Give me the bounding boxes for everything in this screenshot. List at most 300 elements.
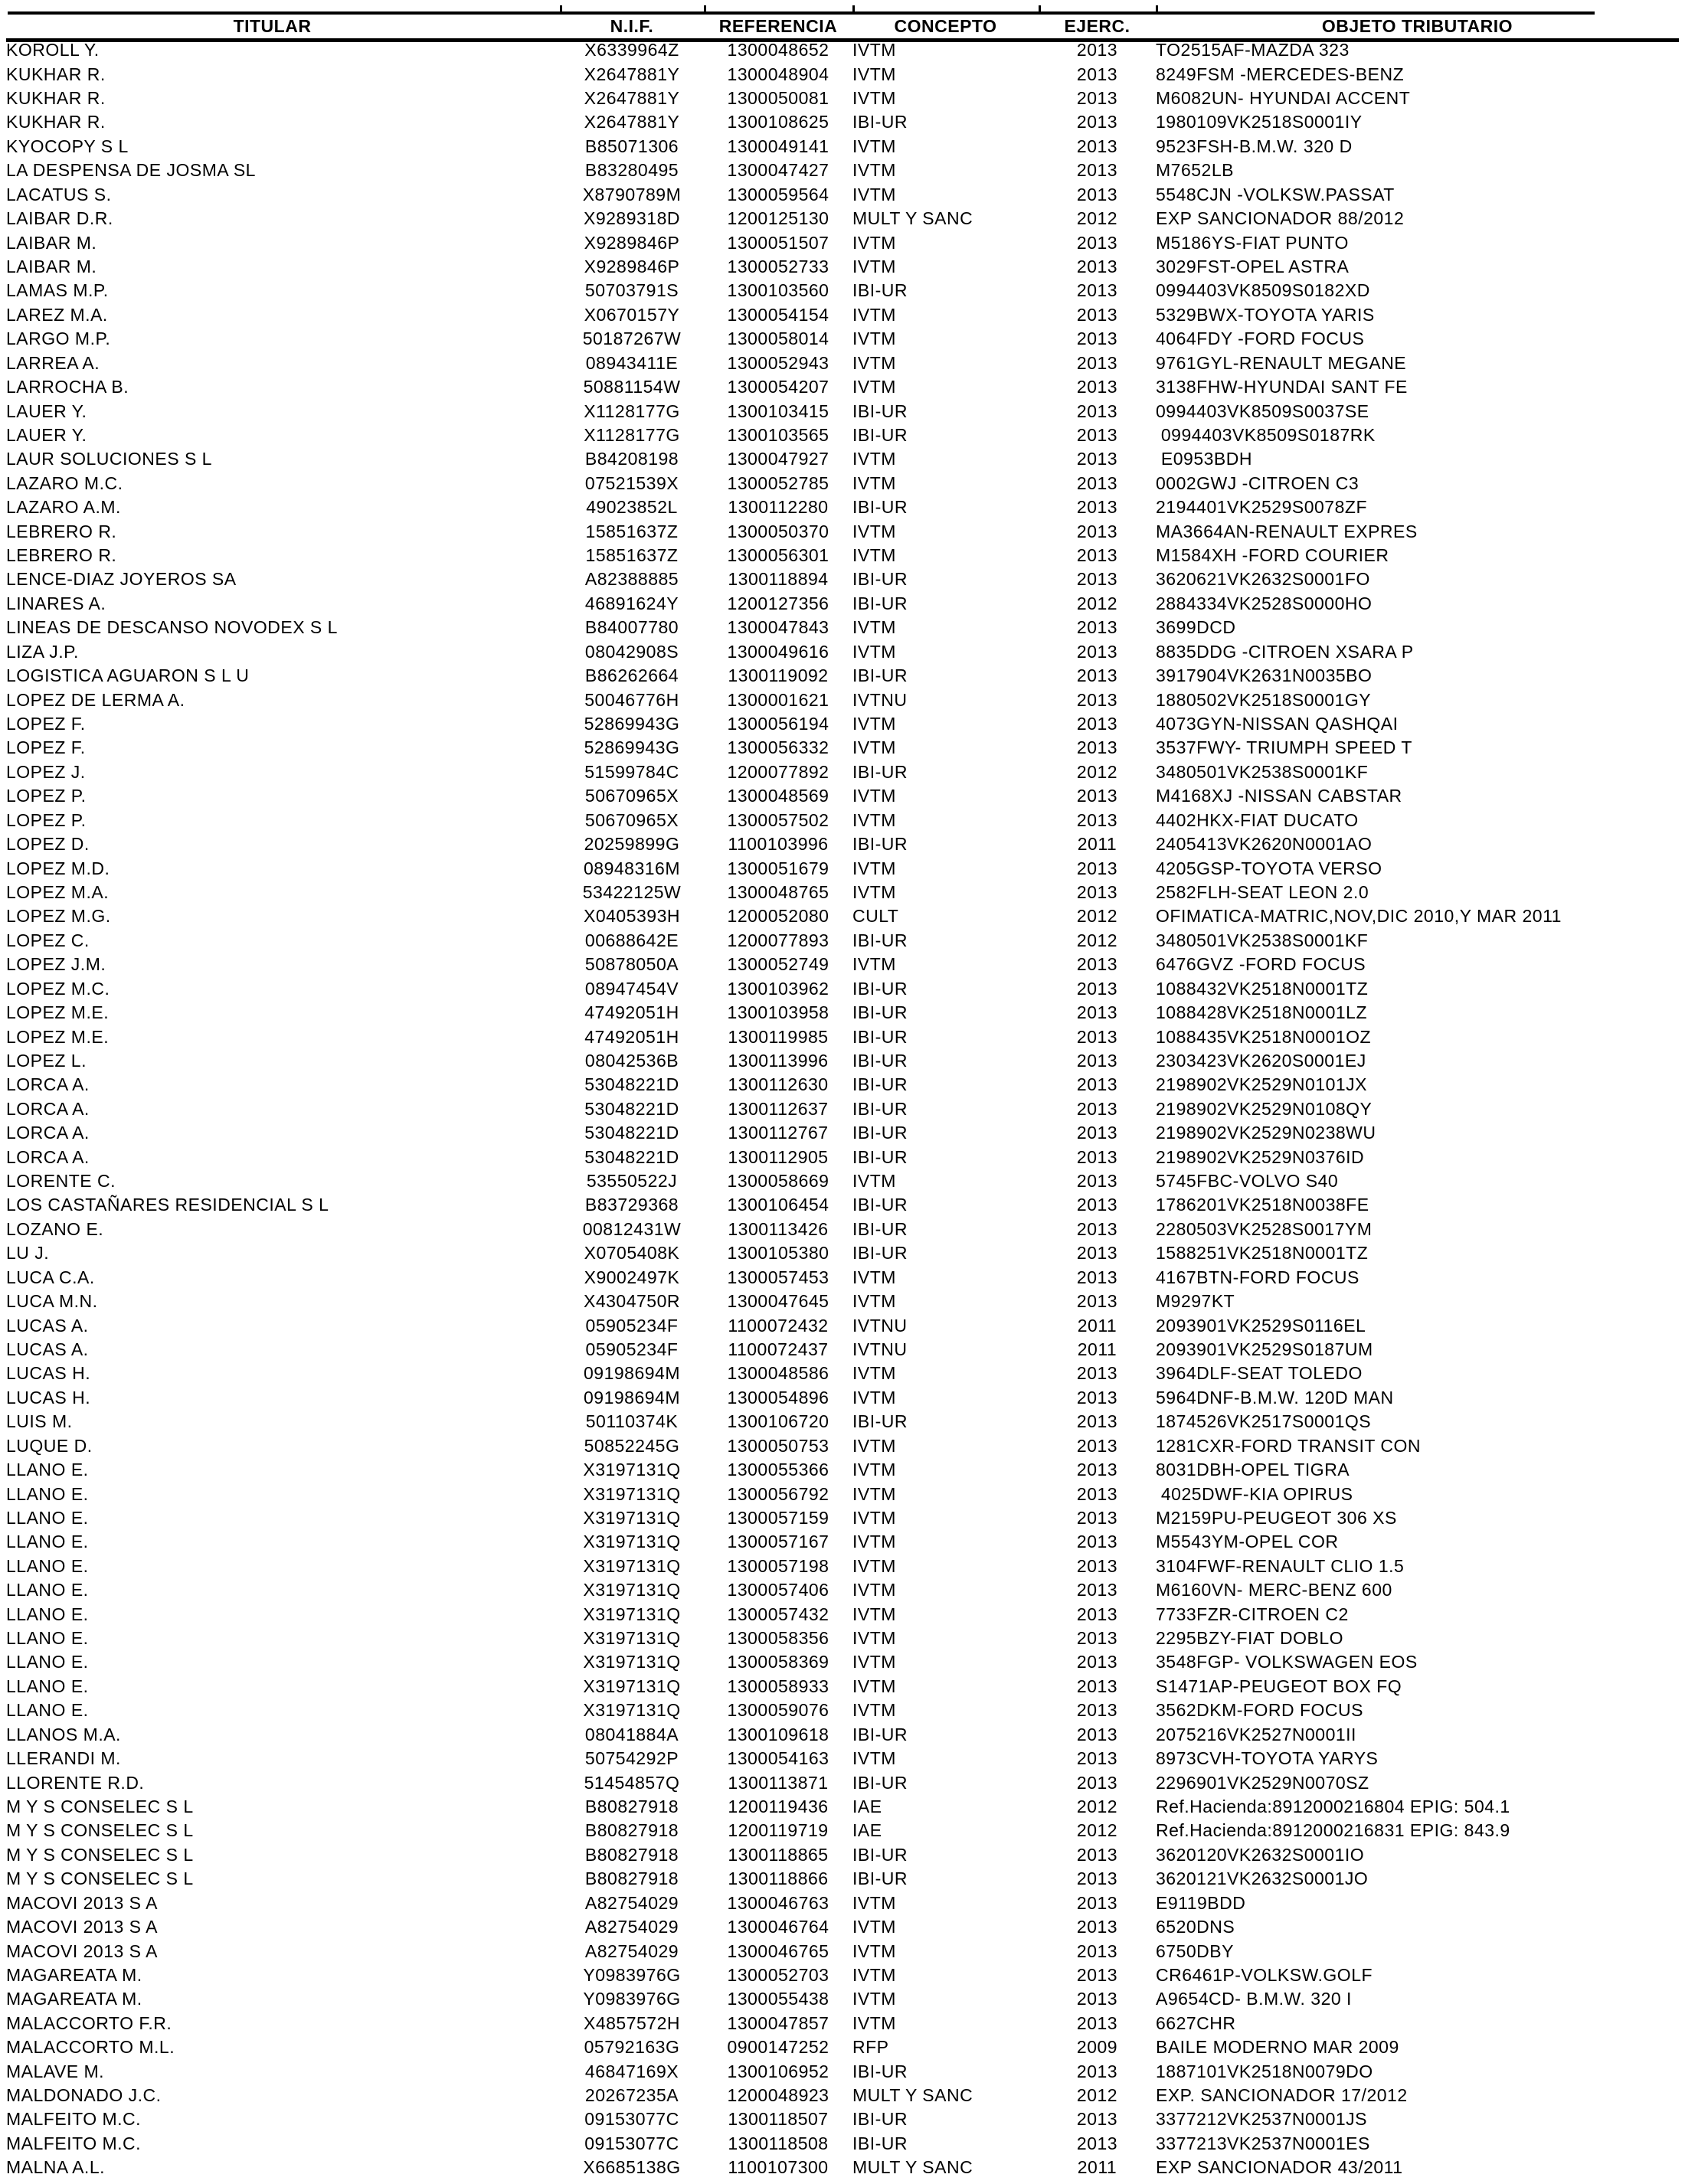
cell-objeto: Ref.Hacienda:8912000216804 EPIG: 504.1 bbox=[1156, 1797, 1510, 1816]
cell-objeto: 4064FDY -FORD FOCUS bbox=[1156, 329, 1365, 349]
table-row bbox=[6, 230, 1679, 254]
cell-titular: LOPEZ P. bbox=[6, 786, 87, 806]
cell-titular: LA DESPENSA DE JOSMA SL bbox=[6, 160, 256, 181]
table-row bbox=[6, 183, 1679, 207]
cell-referencia: 1300118866 bbox=[728, 1868, 829, 1889]
table-row bbox=[6, 904, 1679, 928]
cell-nif: X2647881Y bbox=[584, 88, 680, 109]
cell-ejerc: 2013 bbox=[1076, 1243, 1118, 1264]
table-row bbox=[6, 1169, 1679, 1193]
cell-concepto: IBI-UR bbox=[852, 1411, 908, 1432]
cell-objeto: 3480501VK2538S0001KF bbox=[1156, 930, 1369, 950]
cell-nif: X3197131Q bbox=[583, 1604, 681, 1624]
cell-nif: 09198694M bbox=[584, 1363, 680, 1384]
cell-concepto: IVTM bbox=[852, 1435, 896, 1456]
cell-referencia: 1300056792 bbox=[727, 1483, 829, 1504]
cell-nif: 53550522J bbox=[586, 1171, 678, 1192]
cell-objeto: 3917904VK2631N0035BO bbox=[1156, 665, 1373, 686]
cell-nif: B80827918 bbox=[584, 1797, 679, 1816]
column-header-objeto: OBJETO TRIBUTARIO bbox=[1321, 16, 1513, 36]
cell-nif: 50878050A bbox=[584, 954, 679, 975]
cell-referencia: 1200048923 bbox=[727, 2085, 829, 2106]
cell-concepto: IVTM bbox=[852, 1267, 896, 1287]
cell-objeto: 6627CHR bbox=[1156, 2012, 1236, 2033]
cell-nif: 08948316M bbox=[584, 858, 680, 878]
cell-referencia: 1300108625 bbox=[727, 112, 829, 132]
cell-referencia: 1300112280 bbox=[728, 497, 829, 518]
table-row bbox=[6, 1482, 1679, 1506]
table-row bbox=[6, 279, 1679, 302]
table-row bbox=[6, 1386, 1679, 1410]
cell-titular: LLANO E. bbox=[6, 1604, 89, 1624]
cell-referencia: 1300047857 bbox=[727, 2012, 829, 2033]
cell-objeto: 2093901VK2529S0187UM bbox=[1156, 1339, 1373, 1359]
cell-referencia: 1200119719 bbox=[728, 1820, 829, 1841]
cell-objeto: 3377213VK2537N0001ES bbox=[1156, 2133, 1370, 2153]
cell-concepto: MULT Y SANC bbox=[852, 2157, 973, 2178]
cell-concepto: IAE bbox=[852, 1797, 882, 1816]
cell-concepto: IVTM bbox=[852, 1892, 896, 1913]
cell-objeto: 8031DBH-OPEL TIGRA bbox=[1156, 1460, 1350, 1480]
cell-titular: LUCAS A. bbox=[6, 1339, 89, 1359]
cell-titular: LUQUE D. bbox=[6, 1435, 93, 1456]
column-boundary-tick bbox=[1039, 5, 1041, 15]
table-row bbox=[6, 1795, 1679, 1819]
cell-ejerc: 2013 bbox=[1076, 1146, 1118, 1167]
cell-ejerc: 2013 bbox=[1076, 1724, 1118, 1744]
cell-concepto: IVTM bbox=[852, 472, 896, 493]
cell-ejerc: 2013 bbox=[1076, 232, 1118, 253]
cell-nif: 20259899G bbox=[584, 834, 680, 855]
cell-referencia: 1300051679 bbox=[727, 858, 829, 878]
cell-ejerc: 2013 bbox=[1076, 1772, 1118, 1793]
table-row bbox=[6, 760, 1679, 784]
table-row bbox=[6, 375, 1679, 399]
cell-titular: LLANO E. bbox=[6, 1483, 89, 1504]
table-row bbox=[6, 929, 1679, 953]
cell-objeto: 2198902VK2529N0101JX bbox=[1156, 1074, 1368, 1095]
cell-concepto: IBI-UR bbox=[852, 1074, 908, 1095]
cell-titular: LOPEZ P. bbox=[6, 809, 87, 830]
table-row bbox=[6, 1025, 1679, 1048]
cell-objeto: 2198902VK2529N0238WU bbox=[1156, 1123, 1376, 1143]
cell-objeto: 2405413VK2620N0001AO bbox=[1156, 834, 1373, 855]
cell-titular: MALNA A.L. bbox=[6, 2157, 106, 2178]
cell-concepto: IVTM bbox=[852, 232, 896, 253]
column-header-nif: N.I.F. bbox=[610, 16, 654, 36]
cell-ejerc: 2013 bbox=[1076, 978, 1118, 999]
cell-ejerc: 2013 bbox=[1076, 40, 1118, 60]
table-row bbox=[6, 1338, 1679, 1362]
table-row bbox=[6, 1578, 1679, 1602]
table-row bbox=[6, 327, 1679, 351]
cell-concepto: IVTNU bbox=[852, 1339, 908, 1359]
cell-ejerc: 2013 bbox=[1076, 1892, 1118, 1913]
cell-ejerc: 2013 bbox=[1076, 714, 1118, 734]
table-row bbox=[6, 1290, 1679, 1313]
cell-nif: B80827918 bbox=[584, 1844, 679, 1865]
cell-objeto: 6750DBY bbox=[1156, 1940, 1234, 1961]
cell-concepto: IVTM bbox=[852, 1363, 896, 1384]
cell-nif: 15851637Z bbox=[585, 521, 679, 541]
cell-ejerc: 2013 bbox=[1076, 1074, 1118, 1095]
cell-referencia: 1300052943 bbox=[727, 352, 829, 373]
cell-concepto: IVTM bbox=[852, 257, 896, 276]
cell-objeto: M6082UN- HYUNDAI ACCENT bbox=[1156, 88, 1411, 109]
cell-concepto: IVTM bbox=[852, 521, 896, 541]
cell-concepto: IBI-UR bbox=[852, 593, 908, 613]
table-row bbox=[6, 1313, 1679, 1337]
cell-concepto: IVTM bbox=[852, 1604, 896, 1624]
cell-objeto: OFIMATICA-MATRIC,NOV,DIC 2010,Y MAR 2011 bbox=[1156, 906, 1562, 927]
cell-concepto: IVTM bbox=[852, 809, 896, 830]
cell-referencia: 1300103560 bbox=[727, 280, 829, 301]
cell-objeto: 1786201VK2518N0038FE bbox=[1156, 1195, 1369, 1215]
cell-concepto: IBI-UR bbox=[852, 761, 908, 782]
cell-concepto: IBI-UR bbox=[852, 280, 908, 301]
cell-nif: X9289318D bbox=[584, 208, 680, 229]
table-row bbox=[6, 640, 1679, 664]
table-row bbox=[6, 784, 1679, 808]
cell-referencia: 1300047927 bbox=[727, 449, 829, 469]
cell-ejerc: 2013 bbox=[1076, 377, 1118, 397]
cell-nif: 53048221D bbox=[584, 1146, 679, 1167]
table-row bbox=[6, 976, 1679, 1000]
cell-ejerc: 2013 bbox=[1076, 1964, 1118, 1985]
cell-concepto: IVTM bbox=[852, 858, 896, 878]
cell-objeto: 2198902VK2529N0376ID bbox=[1156, 1146, 1365, 1167]
table-row bbox=[6, 712, 1679, 736]
cell-ejerc: 2013 bbox=[1076, 1195, 1118, 1215]
cell-ejerc: 2013 bbox=[1076, 184, 1118, 204]
cell-objeto: 3104FWF-RENAULT CLIO 1.5 bbox=[1156, 1555, 1405, 1576]
cell-ejerc: 2013 bbox=[1076, 1917, 1118, 1937]
cell-ejerc: 2013 bbox=[1076, 401, 1118, 421]
cell-objeto: 5329BWX-TOYOTA YARIS bbox=[1156, 304, 1375, 325]
cell-ejerc: 2013 bbox=[1076, 1123, 1118, 1143]
table-row bbox=[6, 544, 1679, 567]
cell-objeto: E9119BDD bbox=[1156, 1892, 1246, 1913]
cell-ejerc: 2013 bbox=[1076, 1267, 1118, 1287]
cell-referencia: 1300046764 bbox=[727, 1917, 829, 1937]
cell-concepto: IBI-UR bbox=[852, 424, 908, 445]
table-row bbox=[6, 1145, 1679, 1169]
cell-concepto: IVTNU bbox=[852, 1315, 908, 1336]
cell-concepto: IVTM bbox=[852, 641, 896, 662]
cell-concepto: IVTM bbox=[852, 714, 896, 734]
cell-concepto: IBI-UR bbox=[852, 1123, 908, 1143]
cell-objeto: 1088432VK2518N0001TZ bbox=[1156, 978, 1369, 999]
cell-ejerc: 2013 bbox=[1076, 1628, 1118, 1649]
cell-referencia: 1300113996 bbox=[728, 1050, 829, 1071]
cell-concepto: IVTM bbox=[852, 1652, 896, 1672]
table-row bbox=[6, 1555, 1679, 1578]
cell-referencia: 1300057432 bbox=[727, 1604, 829, 1624]
cell-nif: 52869943G bbox=[584, 737, 680, 758]
cell-titular: LINARES A. bbox=[6, 593, 106, 613]
cell-titular: LLANO E. bbox=[6, 1460, 89, 1480]
cell-titular: LORCA A. bbox=[6, 1123, 90, 1143]
cell-referencia: 1300050081 bbox=[727, 88, 829, 109]
table-row bbox=[6, 62, 1679, 86]
cell-ejerc: 2013 bbox=[1076, 1989, 1118, 2009]
table-row bbox=[6, 399, 1679, 423]
cell-concepto: IVTM bbox=[852, 1483, 896, 1504]
cell-concepto: IVTM bbox=[852, 1387, 896, 1408]
cell-nif: 53422125W bbox=[582, 881, 682, 902]
cell-concepto: IVTM bbox=[852, 1676, 896, 1696]
cell-titular: MACOVI 2013 S A bbox=[6, 1940, 158, 1961]
cell-objeto: 2075216VK2527N0001II bbox=[1156, 1724, 1356, 1744]
cell-titular: LORCA A. bbox=[6, 1074, 90, 1095]
cell-objeto: 8973CVH-TOYOTA YARYS bbox=[1156, 1748, 1379, 1769]
cell-titular: LINEAS DE DESCANSO NOVODEX S L bbox=[6, 617, 338, 638]
cell-ejerc: 2013 bbox=[1076, 329, 1118, 349]
column-boundary-tick bbox=[1156, 5, 1158, 15]
cell-titular: LORCA A. bbox=[6, 1146, 90, 1167]
cell-concepto: IVTM bbox=[852, 1748, 896, 1769]
cell-ejerc: 2013 bbox=[1076, 1387, 1118, 1408]
cell-titular: LARGO M.P. bbox=[6, 329, 111, 349]
cell-concepto: RFP bbox=[852, 2037, 889, 2058]
cell-concepto: IVTM bbox=[852, 1628, 896, 1649]
cell-nif: 08042536B bbox=[584, 1050, 679, 1071]
cell-objeto: 4205GSP-TOYOTA VERSO bbox=[1156, 858, 1382, 878]
cell-nif: 50670965X bbox=[584, 786, 679, 806]
cell-nif: B84208198 bbox=[584, 449, 679, 469]
cell-nif: 50852245G bbox=[584, 1435, 680, 1456]
cell-referencia: 1300048569 bbox=[727, 786, 829, 806]
cell-concepto: IBI-UR bbox=[852, 2133, 908, 2153]
cell-concepto: IVTM bbox=[852, 617, 896, 638]
table-row bbox=[6, 1602, 1679, 1626]
cell-ejerc: 2013 bbox=[1076, 617, 1118, 638]
cell-concepto: IBI-UR bbox=[852, 1002, 908, 1023]
cell-referencia: 1300054896 bbox=[727, 1387, 829, 1408]
cell-nif: 05905234F bbox=[585, 1315, 679, 1336]
cell-nif: A82754029 bbox=[584, 1940, 679, 1961]
cell-concepto: IBI-UR bbox=[852, 2109, 908, 2130]
cell-titular: LENCE-DIAZ JOYEROS SA bbox=[6, 569, 237, 590]
cell-ejerc: 2013 bbox=[1076, 689, 1118, 710]
cell-nif: Y0983976G bbox=[583, 1964, 681, 1985]
cell-ejerc: 2013 bbox=[1076, 1098, 1118, 1119]
table-row bbox=[6, 736, 1679, 760]
cell-titular: LAUER Y. bbox=[6, 401, 87, 421]
cell-objeto: 2303423VK2620S0001EJ bbox=[1156, 1050, 1366, 1071]
table-row bbox=[6, 351, 1679, 374]
cell-nif: 50881154W bbox=[583, 377, 681, 397]
cell-nif: X4857572H bbox=[584, 2012, 680, 2033]
cell-titular: LLANO E. bbox=[6, 1700, 89, 1721]
tax-records-table bbox=[6, 38, 1679, 2180]
cell-titular: MAGAREATA M. bbox=[6, 1964, 142, 1985]
cell-titular: LOPEZ M.E. bbox=[6, 1002, 110, 1023]
cell-concepto: IBI-UR bbox=[852, 401, 908, 421]
cell-nif: X3197131Q bbox=[583, 1507, 681, 1528]
cell-objeto: 2296901VK2529N0070SZ bbox=[1156, 1772, 1369, 1793]
cell-referencia: 1300048904 bbox=[727, 64, 829, 84]
cell-ejerc: 2013 bbox=[1076, 472, 1118, 493]
cell-objeto: S1471AP-PEUGEOT BOX FQ bbox=[1156, 1676, 1402, 1696]
cell-titular: LAIBAR D.R. bbox=[6, 208, 113, 229]
cell-referencia: 1300048586 bbox=[727, 1363, 829, 1384]
cell-concepto: IBI-UR bbox=[852, 1026, 908, 1047]
cell-objeto: 3377212VK2537N0001JS bbox=[1156, 2109, 1368, 2130]
cell-nif: A82754029 bbox=[584, 1892, 679, 1913]
cell-titular: LLANO E. bbox=[6, 1532, 89, 1552]
cell-concepto: IBI-UR bbox=[852, 2061, 908, 2081]
cell-nif: 50110374K bbox=[585, 1411, 679, 1432]
table-row bbox=[6, 953, 1679, 976]
cell-nif: 53048221D bbox=[584, 1123, 679, 1143]
cell-referencia: 1300051507 bbox=[727, 232, 829, 253]
cell-nif: X3197131Q bbox=[583, 1532, 681, 1552]
cell-objeto: 3620120VK2632S0001IO bbox=[1156, 1844, 1365, 1865]
cell-referencia: 1300054207 bbox=[727, 377, 829, 397]
column-header-ejerc: EJERC. bbox=[1064, 16, 1130, 36]
cell-ejerc: 2013 bbox=[1076, 786, 1118, 806]
cell-objeto: 1874526VK2517S0001QS bbox=[1156, 1411, 1372, 1432]
cell-objeto: 2198902VK2529N0108QY bbox=[1156, 1098, 1373, 1119]
cell-titular: LOPEZ M.A. bbox=[6, 881, 110, 902]
cell-ejerc: 2013 bbox=[1076, 1411, 1118, 1432]
cell-concepto: IVTM bbox=[852, 1291, 896, 1312]
cell-referencia: 1300052749 bbox=[727, 954, 829, 975]
cell-objeto: M2159PU-PEUGEOT 306 XS bbox=[1156, 1507, 1397, 1528]
cell-titular: KUKHAR R. bbox=[6, 64, 106, 84]
cell-concepto: IBI-UR bbox=[852, 112, 908, 132]
cell-objeto: 2093901VK2529S0116EL bbox=[1156, 1315, 1366, 1336]
cell-ejerc: 2013 bbox=[1076, 1460, 1118, 1480]
table-row bbox=[6, 1097, 1679, 1121]
cell-nif: 09153077C bbox=[584, 2133, 679, 2153]
cell-nif: X1128177G bbox=[584, 401, 680, 421]
cell-nif: X2647881Y bbox=[584, 112, 680, 132]
cell-concepto: IVTNU bbox=[852, 689, 908, 710]
cell-titular: KYOCOPY S L bbox=[6, 136, 129, 156]
cell-ejerc: 2013 bbox=[1076, 1291, 1118, 1312]
cell-titular: LAIBAR M. bbox=[6, 232, 97, 253]
table-row bbox=[6, 472, 1679, 495]
cell-referencia: 1200052080 bbox=[727, 906, 829, 927]
cell-concepto: IVTM bbox=[852, 1580, 896, 1600]
cell-concepto: IVTM bbox=[852, 1917, 896, 1937]
cell-titular: LEBRERO R. bbox=[6, 545, 117, 566]
cell-ejerc: 2013 bbox=[1076, 545, 1118, 566]
cell-objeto: 1088435VK2518N0001OZ bbox=[1156, 1026, 1372, 1047]
cell-referencia: 1300054163 bbox=[727, 1748, 829, 1769]
cell-ejerc: 2013 bbox=[1076, 1026, 1118, 1047]
cell-ejerc: 2013 bbox=[1076, 2133, 1118, 2153]
cell-concepto: IBI-UR bbox=[852, 930, 908, 950]
cell-nif: 50703791S bbox=[584, 280, 679, 301]
table-row bbox=[6, 1506, 1679, 1530]
cell-ejerc: 2013 bbox=[1076, 1532, 1118, 1552]
cell-objeto: 2295BZY-FIAT DOBLO bbox=[1156, 1628, 1344, 1649]
cell-concepto: IBI-UR bbox=[852, 569, 908, 590]
cell-nif: 20267235A bbox=[584, 2085, 679, 2106]
cell-ejerc: 2013 bbox=[1076, 1844, 1118, 1865]
cell-nif: 46847169X bbox=[584, 2061, 679, 2081]
cell-objeto: Ref.Hacienda:8912000216831 EPIG: 843.9 bbox=[1156, 1820, 1510, 1841]
cell-nif: X0670157Y bbox=[584, 304, 680, 325]
cell-ejerc: 2013 bbox=[1076, 280, 1118, 301]
cell-concepto: IBI-UR bbox=[852, 1146, 908, 1167]
cell-objeto: 0002GWJ -CITROEN C3 bbox=[1156, 472, 1359, 493]
cell-referencia: 1300106952 bbox=[727, 2061, 829, 2081]
cell-objeto: 0994403VK8509S0037SE bbox=[1156, 401, 1369, 421]
cell-referencia: 1300058014 bbox=[727, 329, 829, 349]
cell-concepto: IBI-UR bbox=[852, 497, 908, 518]
cell-referencia: 1300052703 bbox=[727, 1964, 829, 1985]
cell-objeto: 5548CJN -VOLKSW.PASSAT bbox=[1156, 184, 1395, 204]
table-row bbox=[6, 423, 1679, 447]
cell-titular: LLANO E. bbox=[6, 1580, 89, 1600]
cell-ejerc: 2013 bbox=[1076, 64, 1118, 84]
cell-referencia: 1300118507 bbox=[728, 2109, 829, 2130]
cell-titular: LORENTE C. bbox=[6, 1171, 116, 1192]
cell-concepto: MULT Y SANC bbox=[852, 2085, 973, 2106]
cell-ejerc: 2013 bbox=[1076, 954, 1118, 975]
table-row bbox=[6, 1819, 1679, 1842]
table-row bbox=[6, 1073, 1679, 1097]
table-row bbox=[6, 495, 1679, 519]
cell-titular: LUCAS H. bbox=[6, 1387, 91, 1408]
cell-titular: LAZARO M.C. bbox=[6, 472, 123, 493]
cell-nif: B83280495 bbox=[584, 160, 679, 181]
cell-objeto: BAILE MODERNO MAR 2009 bbox=[1156, 2037, 1399, 2058]
cell-titular: LOGISTICA AGUARON S L U bbox=[6, 665, 250, 686]
cell-titular: MALACCORTO M.L. bbox=[6, 2037, 175, 2058]
cell-nif: B85071306 bbox=[584, 136, 679, 156]
cell-ejerc: 2013 bbox=[1076, 1748, 1118, 1769]
cell-ejerc: 2013 bbox=[1076, 1940, 1118, 1961]
table-header-row bbox=[6, 15, 1679, 38]
cell-referencia: 1300103415 bbox=[727, 401, 829, 421]
cell-ejerc: 2013 bbox=[1076, 521, 1118, 541]
table-row bbox=[6, 1891, 1679, 1914]
cell-titular: KOROLL Y. bbox=[6, 40, 100, 60]
cell-ejerc: 2013 bbox=[1076, 1002, 1118, 1023]
cell-objeto: 4402HKX-FIAT DUCATO bbox=[1156, 809, 1359, 830]
cell-titular: MALDONADO J.C. bbox=[6, 2085, 162, 2106]
cell-objeto: M7652LB bbox=[1156, 160, 1234, 181]
cell-concepto: IBI-UR bbox=[852, 1243, 908, 1264]
table-row bbox=[6, 2084, 1679, 2107]
cell-titular: LOZANO E. bbox=[6, 1218, 104, 1239]
cell-nif: 51454857Q bbox=[584, 1772, 680, 1793]
cell-referencia: 1100103996 bbox=[728, 834, 829, 855]
cell-concepto: IVTM bbox=[852, 1555, 896, 1576]
cell-concepto: IBI-UR bbox=[852, 1868, 908, 1889]
table-row bbox=[6, 1867, 1679, 1891]
cell-titular: LLANO E. bbox=[6, 1676, 89, 1696]
cell-referencia: 1100107300 bbox=[728, 2157, 829, 2178]
cell-referencia: 1300057453 bbox=[727, 1267, 829, 1287]
cell-referencia: 1300050370 bbox=[727, 521, 829, 541]
cell-ejerc: 2013 bbox=[1076, 809, 1118, 830]
table-row bbox=[6, 1193, 1679, 1217]
cell-ejerc: 2013 bbox=[1076, 1652, 1118, 1672]
cell-titular: LOPEZ M.E. bbox=[6, 1026, 110, 1047]
cell-titular: LEBRERO R. bbox=[6, 521, 117, 541]
cell-nif: X3197131Q bbox=[583, 1628, 681, 1649]
cell-concepto: IVTM bbox=[852, 737, 896, 758]
cell-titular: LOPEZ L. bbox=[6, 1050, 87, 1071]
cell-titular: M Y S CONSELEC S L bbox=[6, 1820, 194, 1841]
cell-concepto: IVTM bbox=[852, 184, 896, 204]
